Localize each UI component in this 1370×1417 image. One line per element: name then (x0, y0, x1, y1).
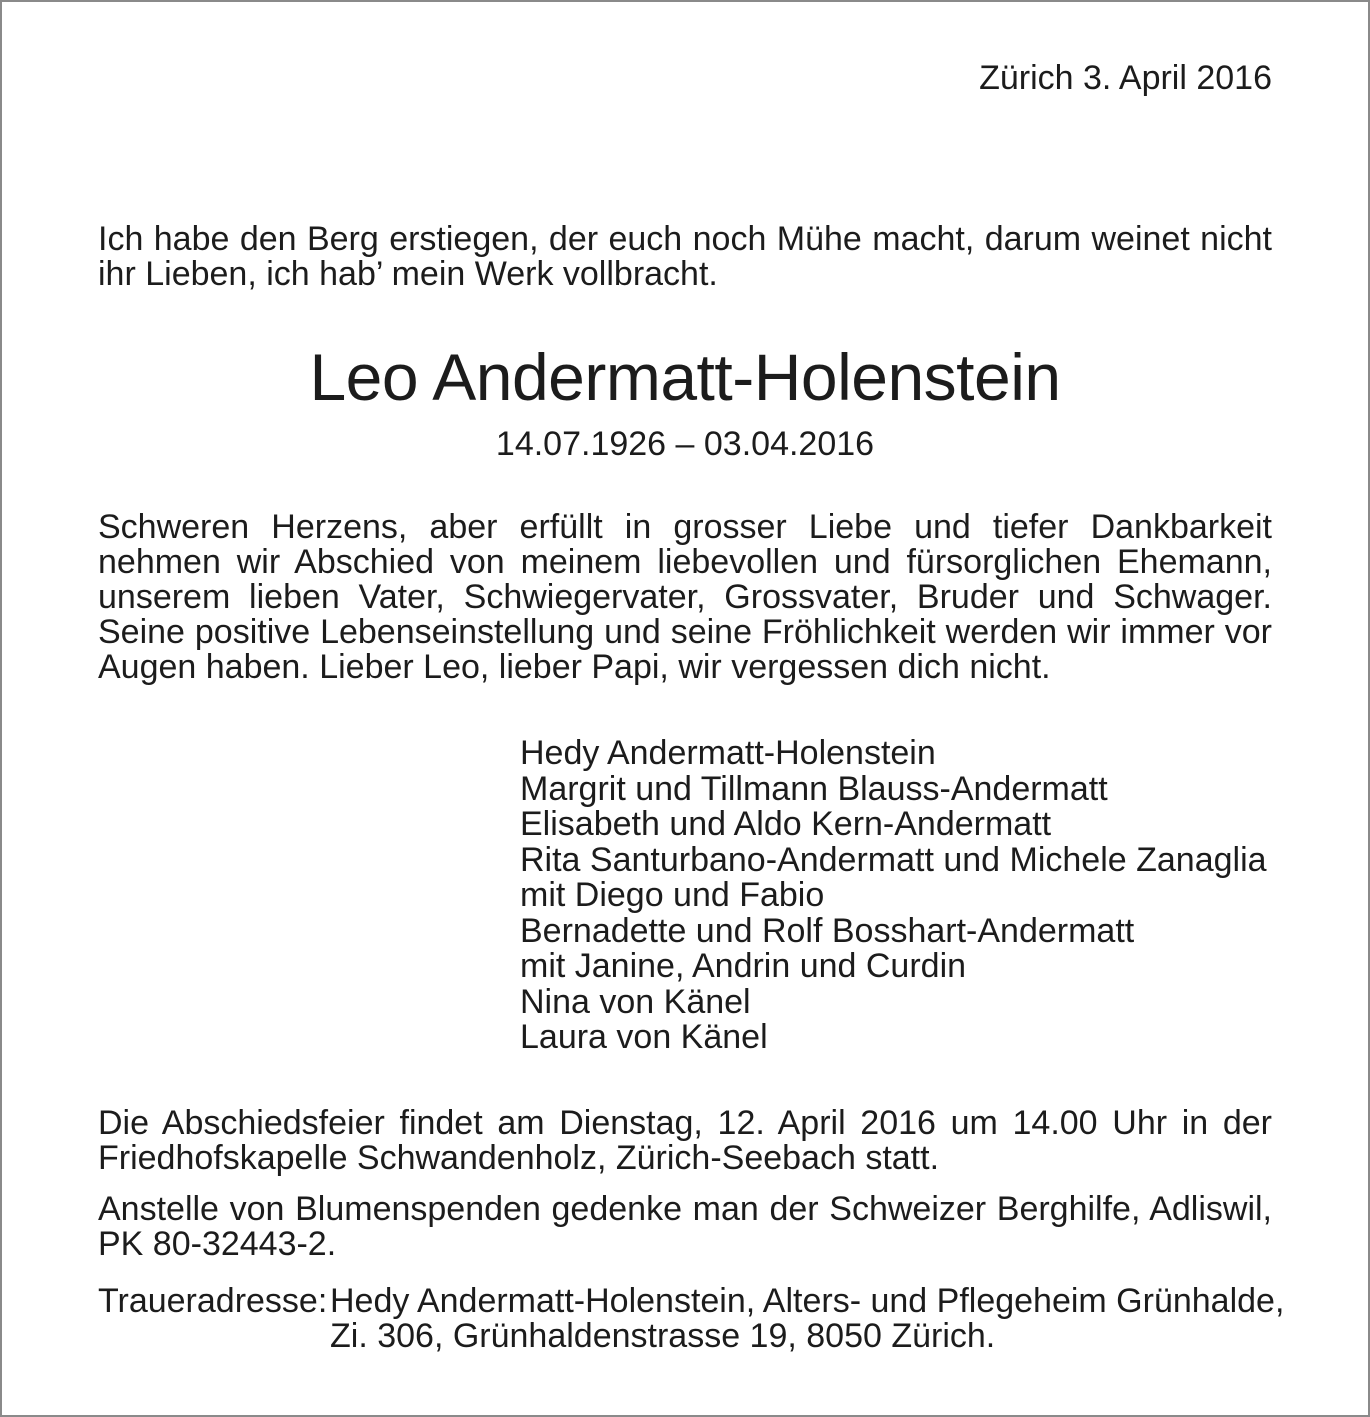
message-line: Seine positive Lebenseinstellung und seine Fröhlichkeit werden wir immer vor (98, 613, 1272, 651)
mourner-name: Rita Santurbano-Andermatt und Michele Zanaglia (520, 840, 1267, 879)
mourner-name: Elisabeth und Aldo Kern-Andermatt (520, 805, 1052, 843)
mourner-name: Bernadette und Rolf Bosshart-Andermatt (520, 911, 1135, 950)
mourner-name: Hedy Andermatt-Holenstein (520, 734, 936, 772)
deceased-name: Leo Andermatt-Holenstein (309, 340, 1061, 414)
mourner-name: mit Janine, Andrin und Curdin (520, 947, 967, 985)
mourners-list (520, 736, 1267, 1056)
message-line: unserem lieben Vater, Schwiegervater, Grossvater, Bruder und Schwager. (98, 578, 1272, 616)
life-dates: 14.07.1926 – 03.04.2016 (495, 425, 875, 463)
motto-line-2: ihr Lieben, ich hab’ mein Werk vollbracht. (98, 255, 718, 293)
message-line: Schweren Herzens, aber erfüllt in grosser Liebe und tiefer Dankbarkeit (98, 508, 1272, 546)
donation-line-2: PK 80-32443-2. (98, 1225, 337, 1263)
donation-line-1: Anstelle von Blumenspenden gedenke man der Schweizer Berghilfe, Adliswil, (98, 1190, 1272, 1228)
mourner-name: Nina von Känel (520, 982, 751, 1021)
mourner-name: Margrit und Tillmann Blauss-Andermatt (520, 769, 1108, 808)
message-line: Augen haben. Lieber Leo, lieber Papi, wir vergessen dich nicht. (98, 648, 1051, 686)
mourner-name: mit Diego und Fabio (520, 876, 825, 914)
ceremony-line-1: Die Abschiedsfeier findet am Dienstag, 12. April 2016 um 14.00 Uhr in der (98, 1104, 1272, 1142)
place-and-date: Zürich 3. April 2016 (979, 59, 1272, 97)
message-line: nehmen wir Abschied von meinem liebevollen und fürsorglichen Ehemann, (98, 543, 1272, 581)
motto-line-1: Ich habe den Berg erstiegen, der euch noch Mühe macht, darum weinet nicht (98, 220, 1272, 258)
ceremony-line-2: Friedhofskapelle Schwandenholz, Zürich-Seebach statt. (98, 1139, 940, 1177)
address-line-2: Zi. 306, Grünhaldenstrasse 19, 8050 Zürich. (330, 1317, 996, 1355)
address-line-1: Hedy Andermatt-Holenstein, Alters- und Pflegeheim Grünhalde, (330, 1282, 1285, 1320)
address-label: Traueradresse: (98, 1282, 328, 1320)
mourner-name: Laura von Känel (520, 1018, 768, 1056)
